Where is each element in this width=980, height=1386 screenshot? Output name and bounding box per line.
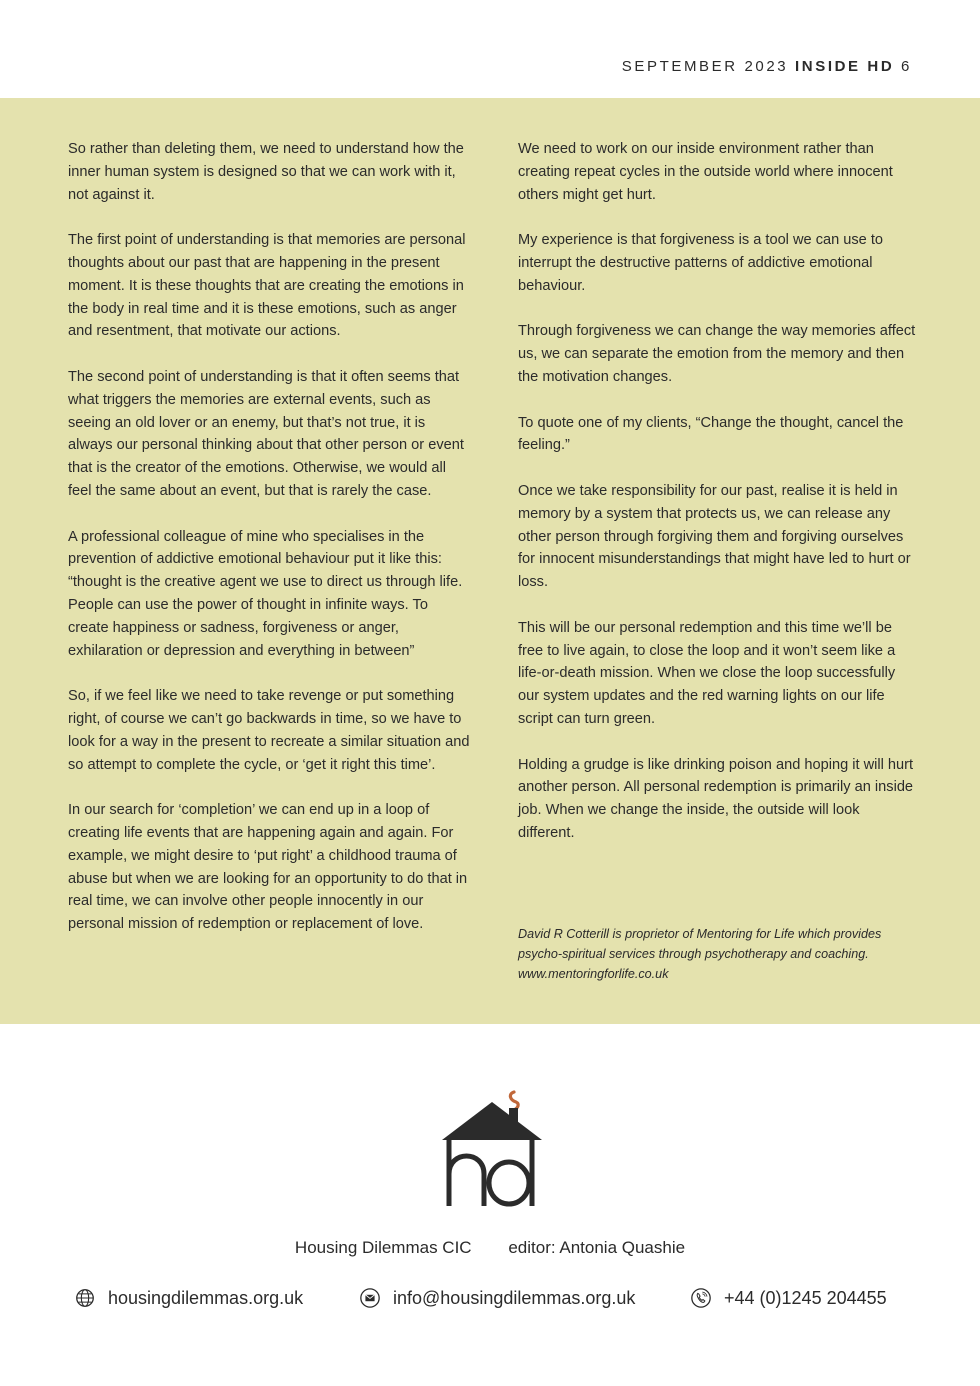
credit-line: psycho-spiritual services through psychotherapy and coaching.: [518, 947, 869, 961]
paragraph: Holding a grudge is like drinking poison and hoping it will hurt another person. All personal redemption is primarily an inside job. When we change the inside, the outside will look different.: [518, 756, 914, 841]
contact-phone[interactable]: [690, 1285, 887, 1311]
website-link[interactable]: housingdilemmas.org.uk: [108, 1287, 304, 1308]
housing-dilemmas-logo: [440, 1088, 544, 1208]
article-panel: [0, 98, 980, 1024]
footer-credits: [0, 1238, 980, 1258]
email-icon: [359, 1287, 381, 1309]
paragraph: The first point of understanding is that memories are personal thoughts about our past that are happening in the present moment. It is these thoughts that are creating the emotions in the body in real time and it is these emotions, such as anger and resentment, that motivate our actions.: [68, 232, 466, 340]
credit-url: www.mentoringforlife.co.uk: [518, 967, 669, 981]
paragraph: So, if we feel like we need to take revenge or put something right, of course we can’t go backwards in time, so we have to look for a way in the present to recreate a similar situation and so attempt to complete the cycle, or ‘get it right this time’.: [68, 688, 470, 773]
credit-line: David R Cotterill is proprietor of Mentoring for Life which provides: [518, 927, 882, 941]
author-credit: [518, 924, 918, 984]
publication-name: INSIDE HD: [795, 58, 895, 75]
issue-date: SEPTEMBER 2023: [621, 58, 789, 75]
paragraph: Through forgiveness we can change the way memories affect us, we can separate the emotion from the memory and then the motivation changes.: [518, 323, 916, 385]
paragraph: My experience is that forgiveness is a tool we can use to interrupt the destructive patterns of addictive emotional behaviour.: [518, 232, 884, 294]
email-link[interactable]: info@housingdilemmas.org.uk: [393, 1287, 636, 1308]
paragraph: The second point of understanding is that it often seems that what triggers the memories are external events, such as seeing an old lover or an enemy, but that’s not true, it is always our personal thinking about that other person or event that is the creator of the emotions. Otherwise, we would all feel the same about an event, but that is rarely the case.: [68, 368, 464, 499]
phone-number[interactable]: +44 (0)1245 204455: [724, 1287, 887, 1308]
paragraph: We need to work on our inside environment rather than creating repeat cycles in the outside world where innocent others might get hurt.: [518, 141, 893, 203]
paragraph: In our search for ‘completion’ we can end up in a loop of creating life events that are happening again and again. For example, we might desire to ‘put right’ a childhood trauma of abuse but when we are looking for an opportunity to do that in real time, we can involve other people innocently in our personal mission of redemption or replacement of love.: [68, 802, 468, 933]
organisation-name: Housing Dilemmas CIC: [294, 1238, 472, 1257]
page-header: [622, 58, 912, 75]
phone-icon: [690, 1287, 712, 1309]
contact-email[interactable]: [359, 1285, 635, 1311]
paragraph: To quote one of my clients, “Change the thought, cancel the feeling.”: [518, 414, 904, 454]
paragraph: This will be our personal redemption and this time we’ll be free to live again, to close the loop and it won’t seem like a life-or-death mission. When we close the loop successfully our system updates and the red warning lights on our life script can turn green.: [518, 619, 896, 727]
article-left-column: [68, 138, 470, 959]
contact-website[interactable]: [74, 1285, 303, 1311]
globe-icon: [74, 1287, 96, 1309]
page-number: 6: [901, 58, 912, 75]
paragraph: Once we take responsibility for our past, realise it is held in memory by a system that protects us, we can release any other person through forgiving them and forgiving ourselves for innocent misunderstandings that might have led to hurt or loss.: [518, 482, 911, 591]
editor-name: editor: Antonia Quashie: [508, 1238, 686, 1257]
paragraph: So rather than deleting them, we need to understand how the inner human system is designed so that we can work with it, not against it.: [68, 141, 464, 203]
paragraph: A professional colleague of mine who specialises in the prevention of addictive emotional behaviour put it like this: “thought is the creative agent we use to direct us through life. People can use the power of thought in infinite ways. To create happiness or sadness, forgiveness or anger, exhilaration or depression and everything in between”: [68, 528, 463, 659]
article-right-column: [518, 138, 916, 868]
